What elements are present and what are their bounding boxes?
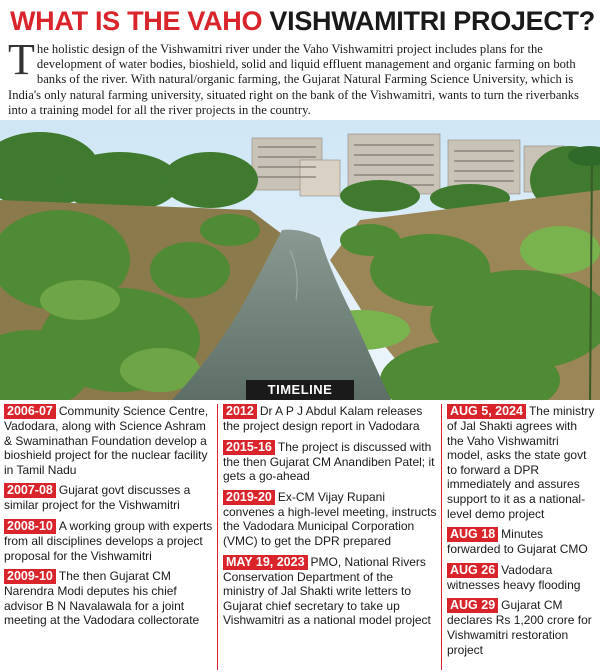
timeline-entry-text: The ministry of Jal Shakti agrees with the Vaho Vishwamitri model, asks the state govt to forward a DPR immediately and assures support to it as a national-level demo project xyxy=(447,404,595,521)
timeline-entry-text: Minutes forwarded to Gujarat CMO xyxy=(447,527,588,557)
timeline-label: TIMELINE xyxy=(246,380,354,400)
timeline-date-badge: 2007-08 xyxy=(4,483,56,498)
headline-part-black: VISHWAMITRI PROJECT? xyxy=(269,6,595,36)
timeline-entry-text: The project is discussed with the then Gujarat CM Anandiben Patel; it gets a go-ahead xyxy=(223,439,435,484)
timeline-entry-text: PMO, National Rivers Conservation Department of the ministry of Jal Shakti write letters to Gujarat chief secretary to take up Vishwamitri as a national model project xyxy=(223,554,431,628)
timeline-entry-text: Gujarat CM declares Rs 1,200 crore for Vishwamitri restoration project xyxy=(447,598,592,657)
timeline-date-badge: AUG 29 xyxy=(447,598,498,613)
headline-part-red: WHAT IS THE VAHO xyxy=(10,6,263,36)
intro-paragraph xyxy=(8,35,592,118)
timeline-entry xyxy=(4,404,217,477)
drop-cap: T xyxy=(8,35,35,84)
river-photo-illustration xyxy=(0,120,600,402)
timeline-entry xyxy=(444,563,600,593)
timeline-entry-text: Ex-CM Vijay Rupani convenes a high-level meeting, instructs the Vadodara Municipal Corporation (VMC) to get the DPR prepared xyxy=(223,489,437,548)
timeline-date-badge: 2012 xyxy=(223,404,257,419)
timeline-entry xyxy=(444,598,600,657)
timeline-date-badge: 2019-20 xyxy=(223,490,275,505)
timeline-entry-text: A working group with experts from all disciplines develops a project proposal for the Vishwamitri xyxy=(4,518,213,563)
timeline-date-badge: 2009-10 xyxy=(4,569,56,584)
timeline-date-badge: 2015-16 xyxy=(223,440,275,455)
timeline-entry-text: The then Gujarat CM Narendra Modi deputes his chief advisor B N Navalawala for a joint meeting at the Vadodara collectorate xyxy=(4,569,200,628)
timeline-entry xyxy=(444,404,600,521)
timeline-date-badge: AUG 5, 2024 xyxy=(447,404,526,419)
timeline-date-badge: 2008-10 xyxy=(4,519,56,534)
timeline-column-1 xyxy=(4,404,218,670)
timeline-entry xyxy=(220,490,441,549)
timeline-entry xyxy=(4,483,217,513)
timeline-entry-text: Vadodara witnesses heavy flooding xyxy=(447,562,581,592)
timeline-date-badge: 2006-07 xyxy=(4,404,56,419)
timeline-entry xyxy=(220,404,441,434)
timeline-entry-text: Community Science Centre, Vadodara, along with Science Ashram & Swaminathan Foundation develop a bioshield project for the nuclear facility in Tamil Nadu xyxy=(4,404,209,477)
timeline-entry-text: Gujarat govt discusses a similar project for the Vishwamitri xyxy=(4,483,191,513)
timeline-panel xyxy=(0,400,600,672)
timeline-date-badge: AUG 26 xyxy=(447,563,498,578)
timeline-entry xyxy=(444,527,600,557)
river-photo xyxy=(0,120,600,402)
timeline-entry xyxy=(4,569,217,628)
timeline-entry-text: Dr A P J Abdul Kalam releases the project design report in Vadodara xyxy=(223,404,423,433)
timeline-column-2 xyxy=(220,404,442,670)
timeline-column-3 xyxy=(444,404,600,670)
headline xyxy=(0,0,600,40)
timeline-entry xyxy=(4,519,217,563)
intro-text: he holistic design of the Vishwamitri river under the Vaho Vishwamitri project includes plans for the development of water bodies, bioshield, solid and liquid effluent management and organic farming on both banks of the river. With natural/organic farming, the Gujarat Natural Farming Science University, which is India's only natural farming university, situated right on the bank of the Vishwamitri, wants to turn the riverbanks into a training model for all the river projects in the country. xyxy=(8,42,579,117)
timeline-date-badge: AUG 18 xyxy=(447,527,498,542)
timeline-entry xyxy=(220,555,441,628)
timeline-date-badge: MAY 19, 2023 xyxy=(223,555,308,570)
timeline-entry xyxy=(220,440,441,484)
